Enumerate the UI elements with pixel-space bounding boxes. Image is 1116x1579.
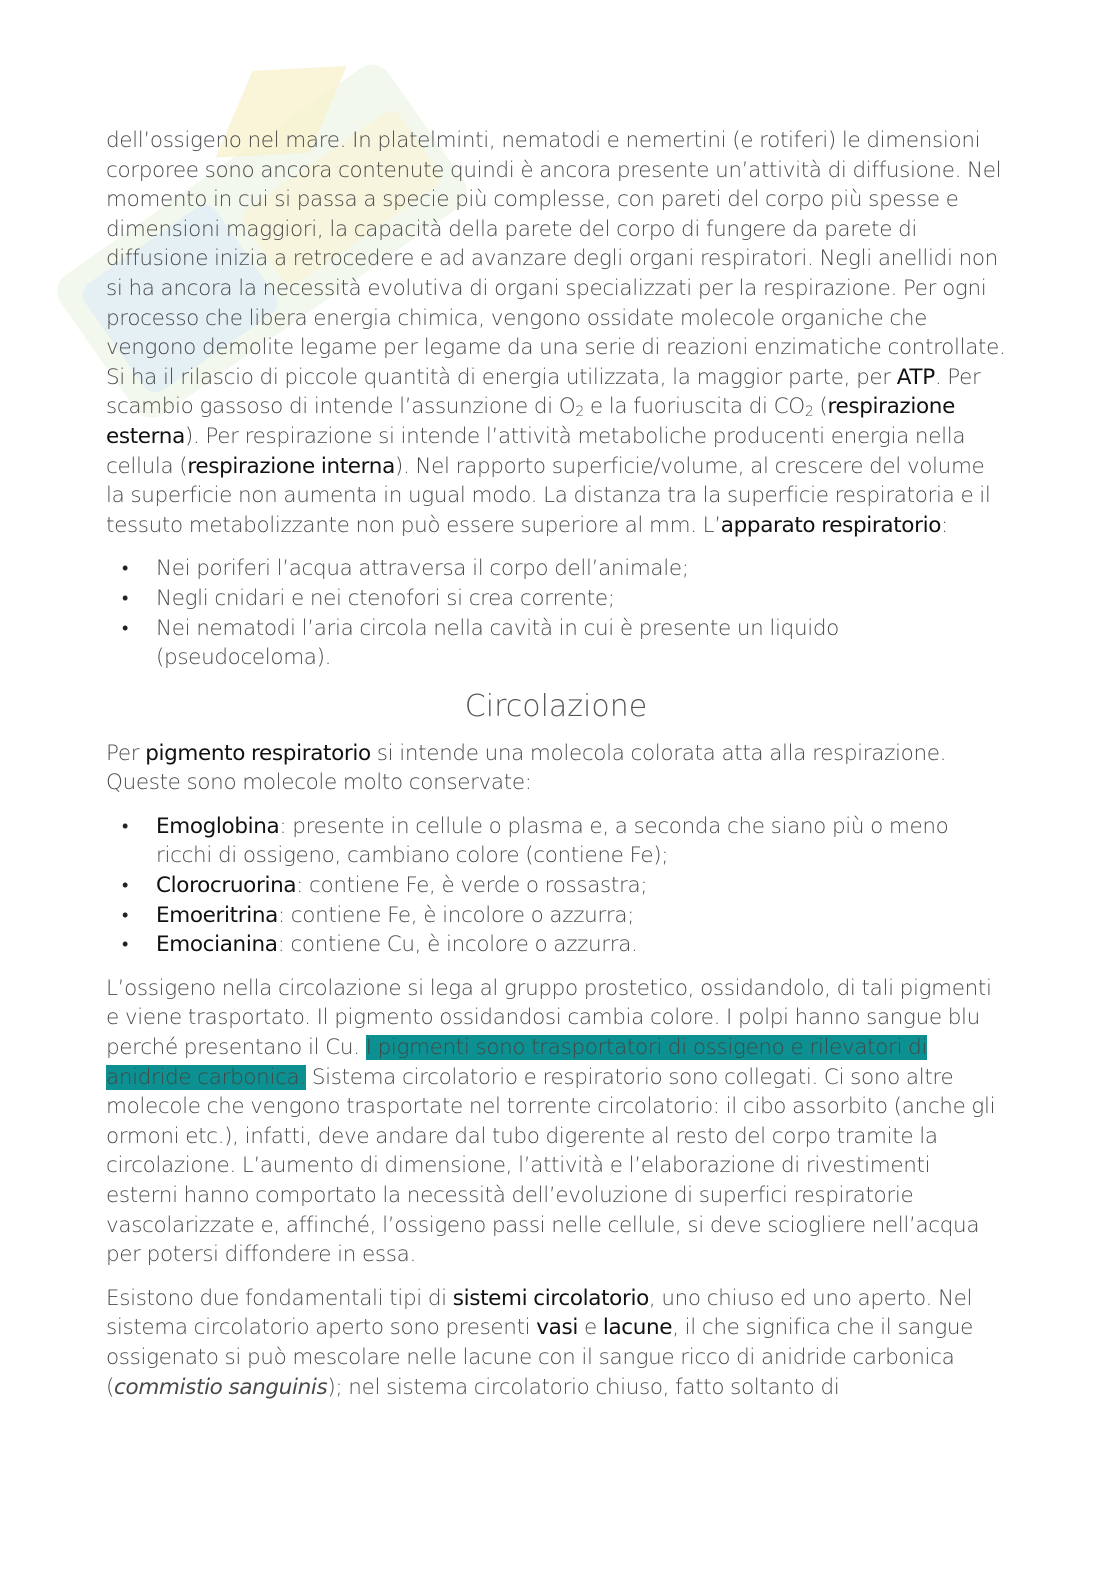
term-lacune: lacune bbox=[602, 1315, 673, 1341]
paragraph-ossigeno: L’ossigeno nella circolazione si lega al gruppo prostetico, ossidandolo, di tali pigmenti e viene trasportato. Il pigmento ossidandosi cambia colore. I polpi hanno sangue blu perché presentano il Cu. I pigmenti sono trasportatori di ossigeno e rilevatori di anidride carbonica. Sistema circolatorio e respiratorio sono collegati. Ci sono altre molecole che vengono trasportate nel torrente circolatorio: il cibo assorbito (anche gli ormoni etc.), infatti, deve andare dal tubo digerente al resto del corpo tramite la circolazione. L’aumento di dimensione, l’attività e l’elaborazione di rivestimenti esterni hanno comportato la necessità dell’evoluzione di superfici respiratorie vascolarizzate e, affinché, l’ossigeno passi nelle cellule, si deve sciogliere nell’acqua per potersi diffondere in essa. bbox=[106, 975, 996, 1268]
document-page bbox=[106, 126, 1006, 1402]
list-item: • Emoeritrina: contiene Fe, è incolore o azzurra; bbox=[156, 901, 1006, 931]
list-item: • Emocianina: contiene Cu, è incolore o azzurra. bbox=[156, 930, 1006, 960]
term-apparato-respiratorio: apparato respiratorio bbox=[720, 512, 942, 538]
paragraph-respirazione: dell’ossigeno nel mare. In platelminti, nematodi e nemertini (e rotiferi) le dimensioni corporee sono ancora contenute quindi è ancora presente un’attività di diffusione. Nel momento in cui si passa a specie più complesse, con pareti del corpo più spesse e dimensioni maggiori, la capacità della parete del corpo di fungere da parete di diffusione inizia a retrocedere e ad avanzare degli organi respiratori. Negli anellidi non si ha ancora la necessità evolutiva di organi specializzati per la respirazione. Per ogni processo che libera energia chimica, vengono ossidate molecole organiche che vengono demolite legame per legame da una serie di reazioni enzimatiche controllate. Si ha il rilascio di piccole quantità di energia utilizzata, la maggior parte, per ATP. Per scambio gassoso di intende l’assunzione di $O_2$ e la fuoriuscita di $CO_2$ (respirazione esterna). Per respirazione si intende l’attività metaboliche producenti energia nella cellula (respirazione interna). Nel rapporto superficie/volume, al crescere del volume la superficie non aumenta in ugual modo. La distanza tra la superficie respiratoria e il tessuto metabolizzante non può essere superiore al mm. L’apparato respiratorio: bbox=[106, 128, 1006, 538]
section-heading: Circolazione bbox=[464, 688, 648, 724]
term-respirazione-esterna: respirazione esterna bbox=[106, 394, 955, 449]
paragraph-pigmento: Per pigmento respiratorio si intende una molecola colorata atta alla respirazione. Queste sono molecole molto conservate: bbox=[106, 740, 947, 796]
list-item: • Nei nematodi l’aria circola nella cavità in cui è presente un liquido (pseudoceloma). bbox=[156, 614, 1006, 673]
bullet-list-respirazione bbox=[106, 554, 1006, 672]
list-item: • Clorocruorina: contiene Fe, è verde o rossastra; bbox=[156, 871, 1006, 901]
highlighted-text: I pigmenti sono trasportatori di ossigeno e rilevatori di anidride carbonica. bbox=[106, 1035, 928, 1090]
paragraph-sistemi-circolatori: Esistono due fondamentali tipi di sistemi circolatorio, uno chiuso ed uno aperto. Nel sistema circolatorio aperto sono presenti vasi e lacune, il che significa che il sangue ossigenato si può mescolare nelle lacune con il sangue ricco di anidride carbonica (commistio sanguinis); nel sistema circolatorio chiuso, fatto soltanto di bbox=[106, 1285, 974, 1400]
term-atp: ATP bbox=[896, 364, 935, 390]
term-respirazione-interna: respirazione interna bbox=[187, 453, 395, 479]
term-vasi: vasi bbox=[536, 1315, 578, 1341]
list-item: • Nei poriferi l’acqua attraversa il corpo dell’animale; bbox=[156, 554, 1006, 584]
term-sistemi-circolatorio: sistemi circolatorio bbox=[452, 1285, 649, 1311]
term-commistio-sanguinis: commistio sanguinis bbox=[114, 1374, 328, 1400]
term-pigmento-respiratorio: pigmento respiratorio bbox=[145, 740, 371, 766]
bullet-list-pigmenti bbox=[106, 812, 1006, 960]
list-item: • Negli cnidari e nei ctenofori si crea corrente; bbox=[156, 584, 1006, 614]
list-item: • Emoglobina: presente in cellule o plasma e, a seconda che siano più o meno ricchi di ossigeno, cambiano colore (contiene Fe); bbox=[156, 812, 1006, 871]
